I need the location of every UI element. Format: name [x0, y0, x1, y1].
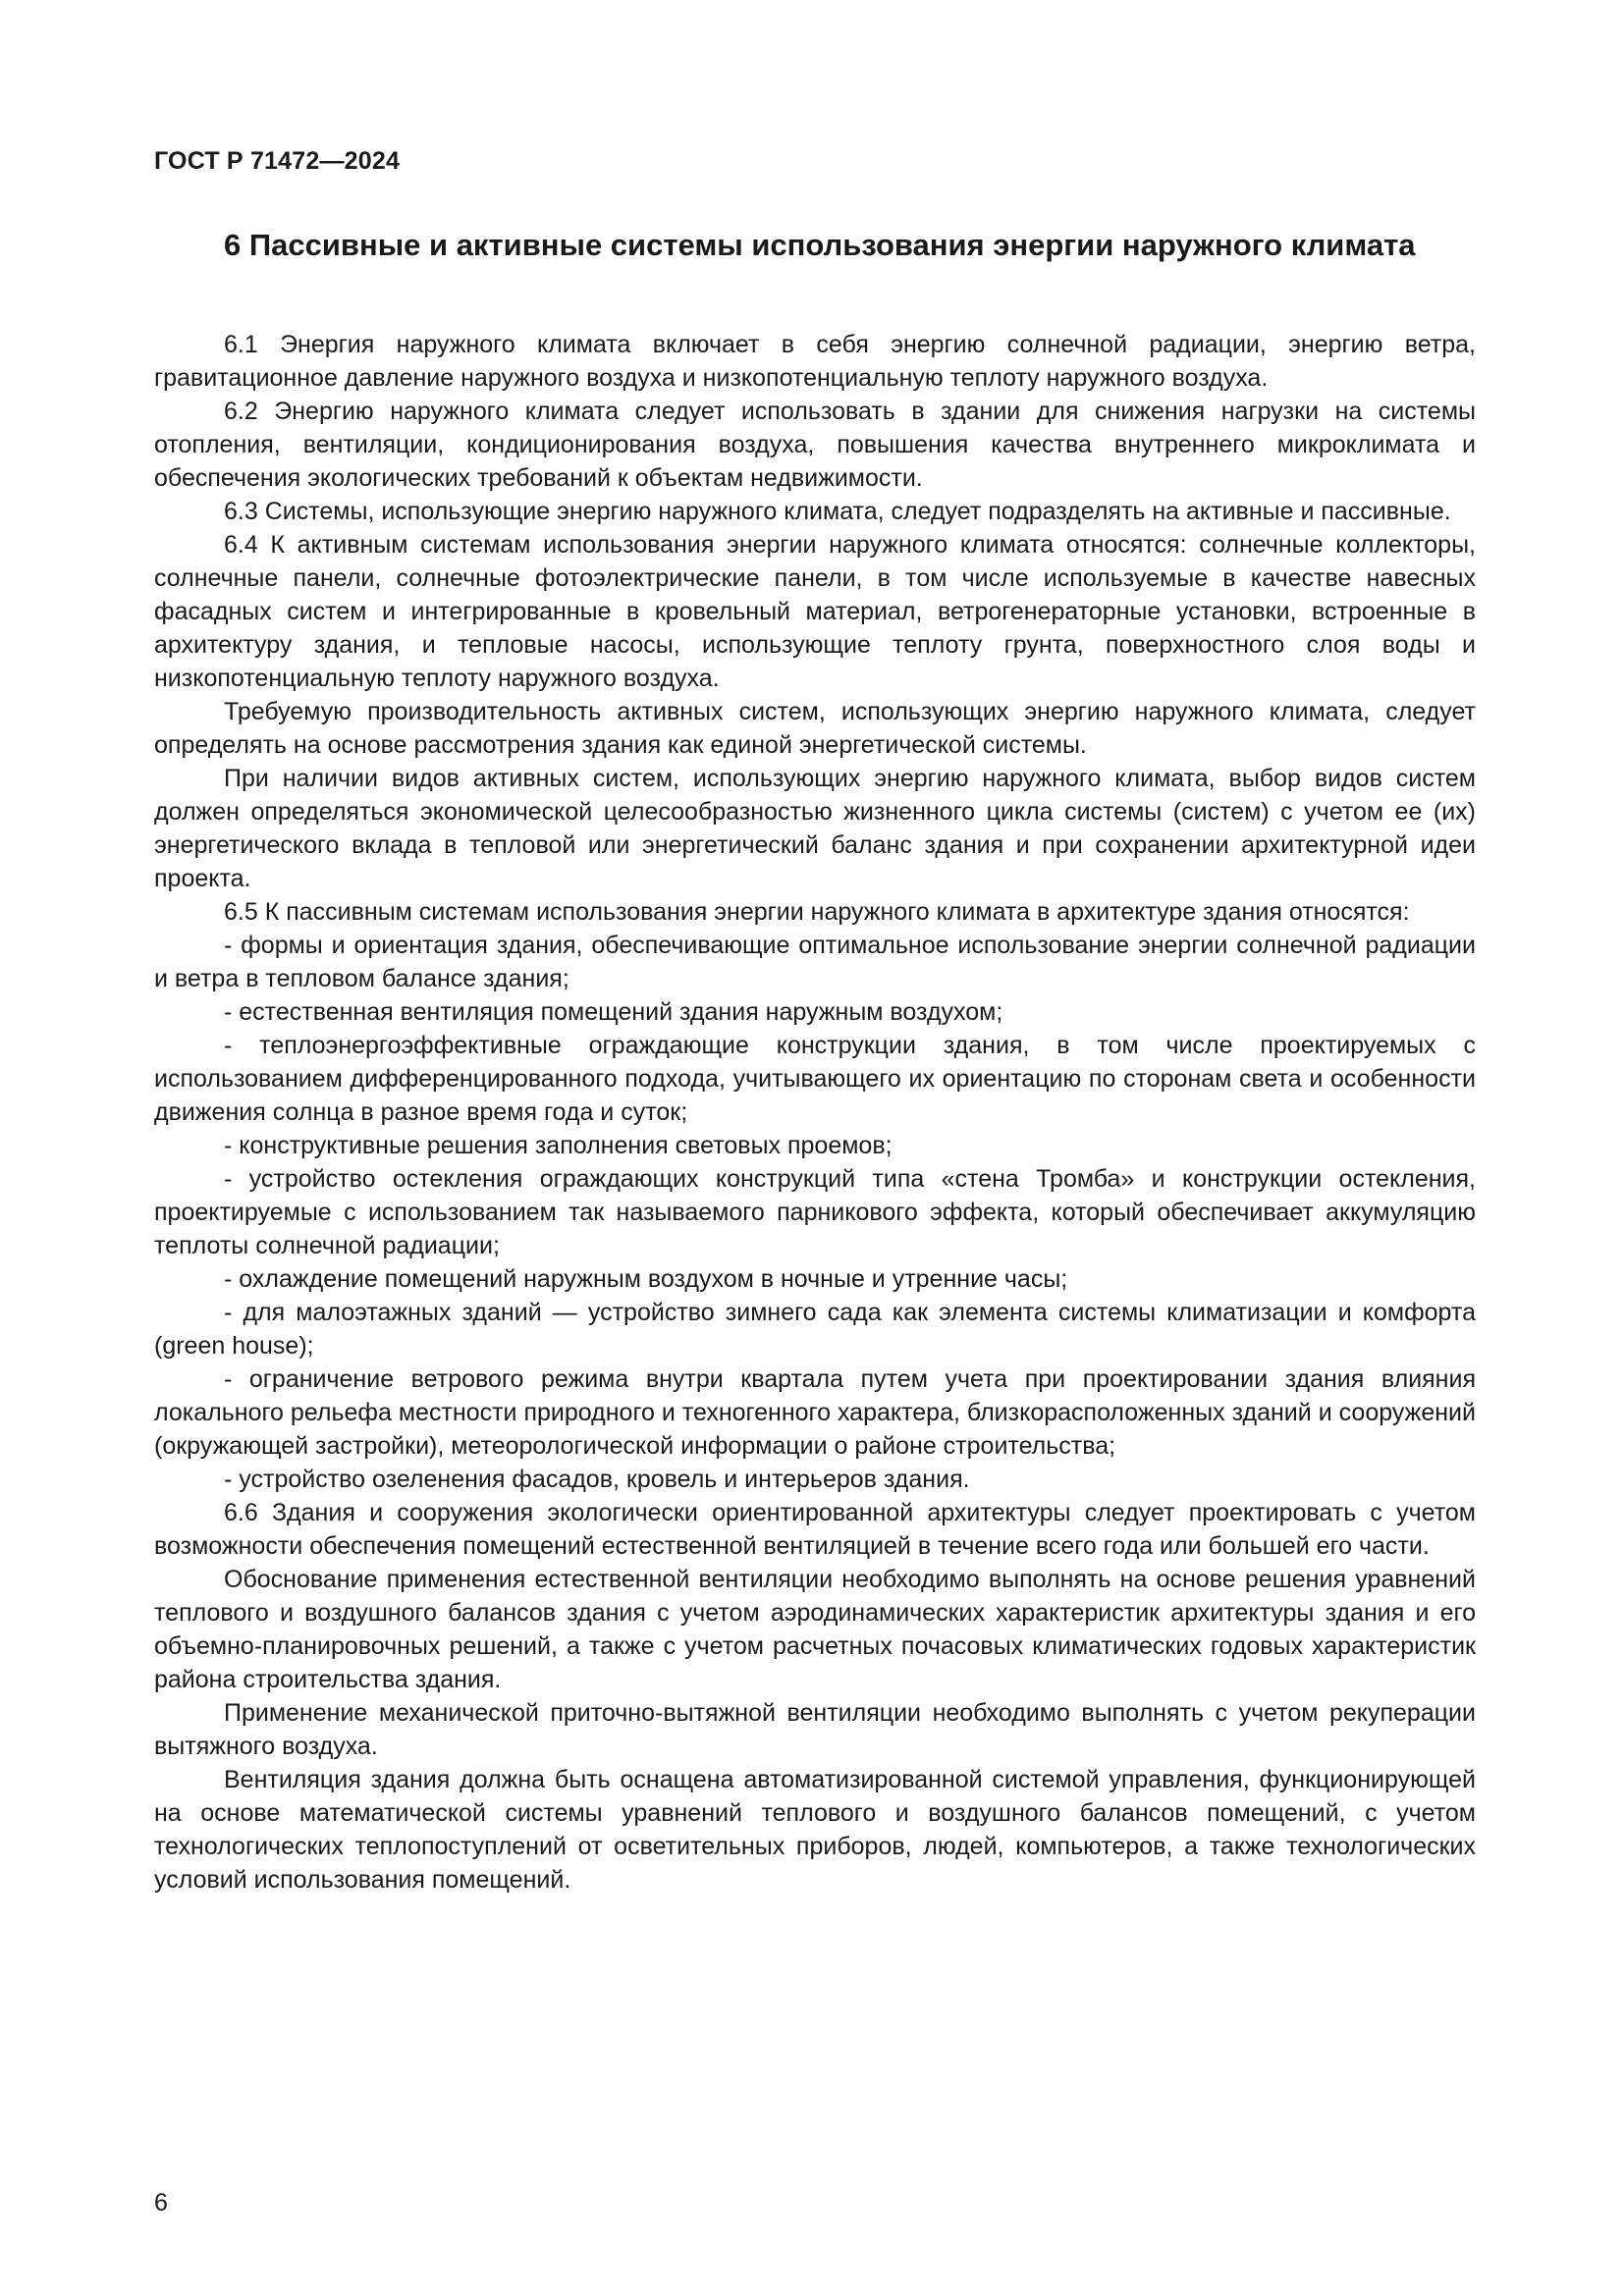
list-item: - конструктивные решения заполнения световых проемов; [224, 1132, 893, 1159]
paragraph: Вентиляция здания должна быть оснащена автоматизированной системой управления, функционирующей на основе математической системы уравнений теплового и воздушного балансов помещений, с учетом технологических теплопоступлений от осветительных приборов, людей, компьютеров, а также технологических условий использования помещений. [154, 1766, 1476, 1894]
list-item: - естественная вентиляция помещений здания наружным воздухом; [224, 998, 1003, 1026]
paragraph: Обоснование применения естественной вентиляции необходимо выполнять на основе решения уравнений теплового и воздушного балансов здания с учетом аэродинамических характеристик архитектуры здания и его объемно-планировочных решений, а также с учетом расчетных почасовых климатических годовых характеристик района строительства здания. [154, 1566, 1476, 1693]
list-item: - ограничение ветрового режима внутри квартала путем учета при проектировании здания влияния локального рельефа местности природного и техногенного характера, близкорасположенных зданий и сооружений (окружающей застройки), метеорологической информации о районе строительства; [154, 1365, 1476, 1460]
list-item: - для малоэтажных зданий — устройство зимнего сада как элемента системы климатизации и комфорта (green house); [154, 1299, 1476, 1360]
paragraph-6-2: 6.2 Энергию наружного климата следует использовать в здании для снижения нагрузки на системы отопления, вентиляции, кондиционирования воздуха, повышения качества внутреннего микроклимата и обеспечения экологических требований к объектам недвижимости. [154, 398, 1476, 492]
paragraph: Применение механической приточно-вытяжной вентиляции необходимо выполнять с учетом рекуперации вытяжного воздуха. [154, 1699, 1476, 1760]
paragraph-6-4: 6.4 К активным системам использования энергии наружного климата относятся: солнечные коллекторы, солнечные панели, солнечные фотоэлектрические панели, в том числе используемые в качестве навесных фасадных систем и интегрированные в кровельный материал, ветрогенераторные установки, встроенные в архитектуру здания, и тепловые насосы, использующие теплоту грунта, поверхностного слоя воды и низкопотенциальную теплоту наружного воздуха. [154, 531, 1476, 692]
list-item: - устройство остекления ограждающих конструкций типа «стена Тромба» и конструкции остекления, проектируемые с использованием так называемого парникового эффекта, который обеспечивает аккумуляцию теплоты солнечной радиации; [154, 1165, 1476, 1259]
list-item: - устройство озеленения фасадов, кровель и интерьеров здания. [224, 1466, 970, 1493]
paragraph: Требуемую производительность активных систем, использующих энергию наружного климата, следует определять на основе рассмотрения здания как единой энергетической системы. [154, 698, 1476, 759]
list-item: - теплоэнергоэффективные ограждающие конструкции здания, в том числе проектируемых с использованием дифференцированного подхода, учитывающего их ориентацию по сторонам света и особенности движения солнца в разное время года и суток; [154, 1032, 1476, 1126]
paragraph-6-3: 6.3 Системы, использующие энергию наружного климата, следует подразделять на активные и пассивные. [224, 498, 1451, 525]
page-number: 6 [154, 2189, 168, 2216]
list-item: - формы и ориентация здания, обеспечивающие оптимальное использование энергии солнечной радиации и ветра в тепловом балансе здания; [154, 932, 1476, 992]
paragraph: При наличии видов активных систем, использующих энергию наружного климата, выбор видов систем должен определяться экономической целесообразностью жизненного цикла системы (систем) с учетом ее (их) энергетического вклада в тепловой или энергетический баланс здания и при сохранении архитектурной идеи проекта. [154, 765, 1476, 892]
paragraph-6-5: 6.5 К пассивным системам использования энергии наружного климата в архитектуре здания относятся: [224, 898, 1410, 926]
section-body [154, 328, 1476, 1896]
paragraph-6-1: 6.1 Энергия наружного климата включает в себя энергию солнечной радиации, энергию ветра, гравитационное давление наружного воздуха и низкопотенциальную теплоту наружного воздуха. [154, 331, 1476, 392]
paragraph-6-6: 6.6 Здания и сооружения экологически ориентированной архитектуры следует проектировать с учетом возможности обеспечения помещений естественной вентиляцией в течение всего года или большей его части. [154, 1499, 1476, 1560]
list-item: - охлаждение помещений наружным воздухом в ночные и утренние часы; [224, 1265, 1068, 1293]
section-title: 6 Пассивные и активные системы использования энергии наружного климата [224, 228, 1416, 262]
document-code-header: ГОСТ Р 71472—2024 [154, 147, 401, 175]
